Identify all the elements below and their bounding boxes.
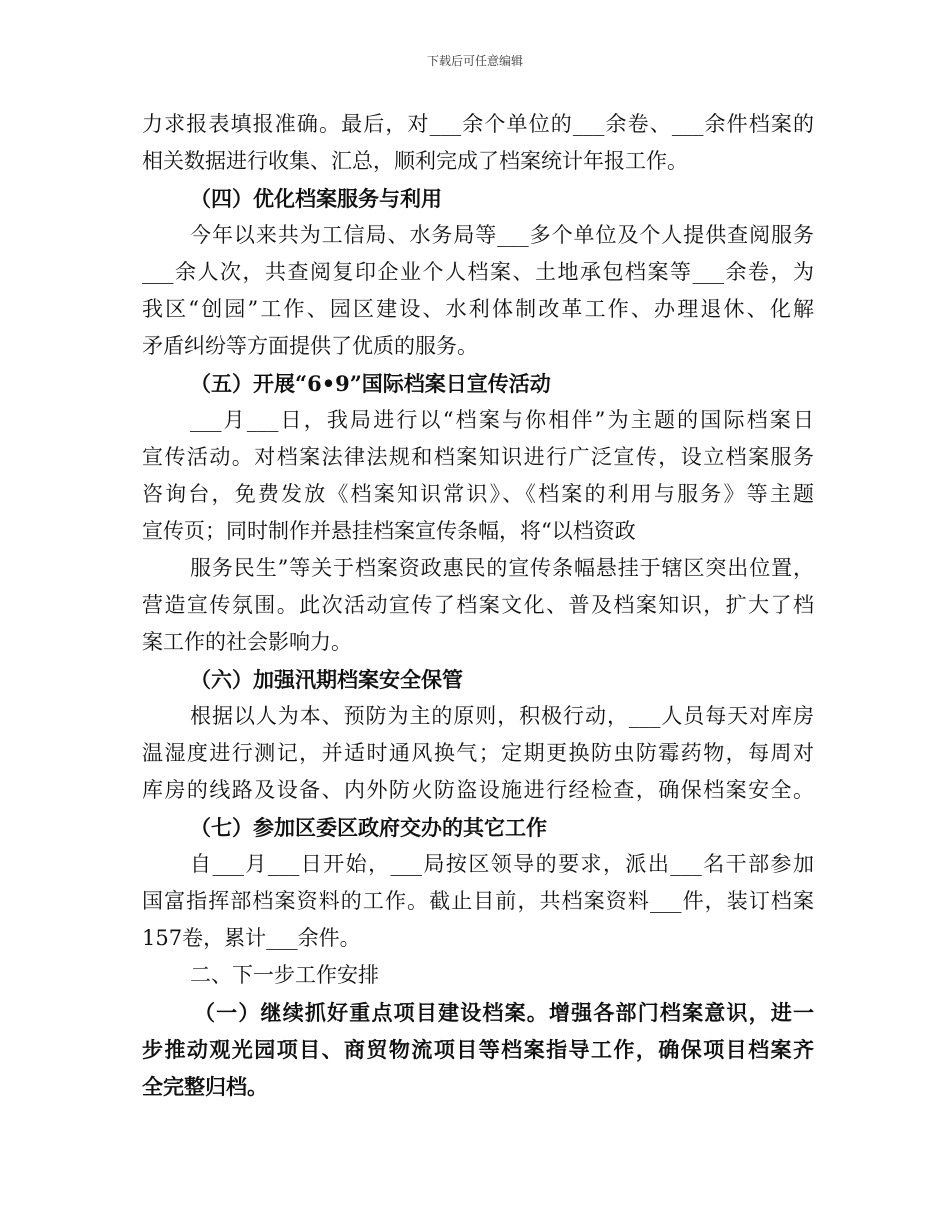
paragraph-line: 157卷，累计___余件。	[142, 926, 361, 950]
paragraph-line: 库房的线路及设备、内外防火防盗设施进行经检查，确保档案安全。	[142, 778, 814, 802]
section-heading: （七）参加区委区政府交办的其它工作	[190, 815, 547, 840]
paragraph-line: （一）继续抓好重点项目建设档案。增强各部门档案意识，进一	[194, 1000, 814, 1025]
paragraph-line: 步推动观光园项目、商贸物流项目等档案指导工作，确保项目档案齐	[142, 1037, 814, 1062]
paragraph-line: 营造宣传氛围。此次活动宣传了档案文化、普及档案知识，扩大了档	[142, 593, 814, 617]
section-heading: 二、下一步工作安排	[190, 963, 379, 987]
page-header: 下载后可任意编辑	[426, 54, 523, 68]
paragraph-line: ___月___日，我局进行以“档案与你相伴”为主题的国际档案日	[190, 408, 814, 432]
paragraph-line: 力求报表填报准确。最后，对___余个单位的___余卷、___余件档案的	[142, 112, 814, 136]
section-heading: （六）加强汛期档案安全保管	[190, 667, 463, 692]
paragraph-line: 国富指挥部档案资料的工作。截止目前，共档案资料___件，装订档案	[142, 889, 814, 913]
paragraph-line: 咨询台，免费发放《档案知识常识》、《档案的利用与服务》等主题	[142, 482, 814, 506]
paragraph-line: 宣传页；同时制作并悬挂档案宣传条幅，将“以档资政	[142, 519, 636, 543]
paragraph-line: 相关数据进行收集、汇总，顺利完成了档案统计年报工作。	[142, 149, 688, 173]
section-heading: （五）开展“6•9”国际档案日宣传活动	[190, 371, 551, 396]
document-body	[142, 106, 814, 1105]
paragraph-line: 案工作的社会影响力。	[142, 630, 352, 654]
paragraph-line: ___余人次，共查阅复印企业个人档案、土地承包档案等___余卷，为	[142, 260, 814, 284]
paragraph-line: 服务民生”等关于档案资政惠民的宣传条幅悬挂于辖区突出位置，	[190, 556, 814, 580]
paragraph-line: 全完整归档。	[142, 1074, 268, 1099]
paragraph-line: 温湿度进行测记，并适时通风换气；定期更换防虫防霉药物，每周对	[142, 741, 814, 765]
paragraph-line: 我区“创园”工作、园区建设、水利体制改革工作、办理退休、化解	[142, 297, 814, 321]
paragraph-line: 自___月___日开始，___局按区领导的要求，派出___名干部参加	[190, 852, 814, 876]
section-heading: （四）优化档案服务与利用	[190, 186, 442, 211]
paragraph-line: 今年以来共为工信局、水务局等___多个单位及个人提供查阅服务	[190, 223, 814, 247]
paragraph-line: 宣传活动。对档案法律法规和档案知识进行广泛宣传，设立档案服务	[142, 445, 814, 469]
paragraph-line: 根据以人为本、预防为主的原则，积极行动，___人员每天对库房	[190, 704, 814, 728]
paragraph-line: 矛盾纠纷等方面提供了优质的服务。	[142, 334, 478, 358]
